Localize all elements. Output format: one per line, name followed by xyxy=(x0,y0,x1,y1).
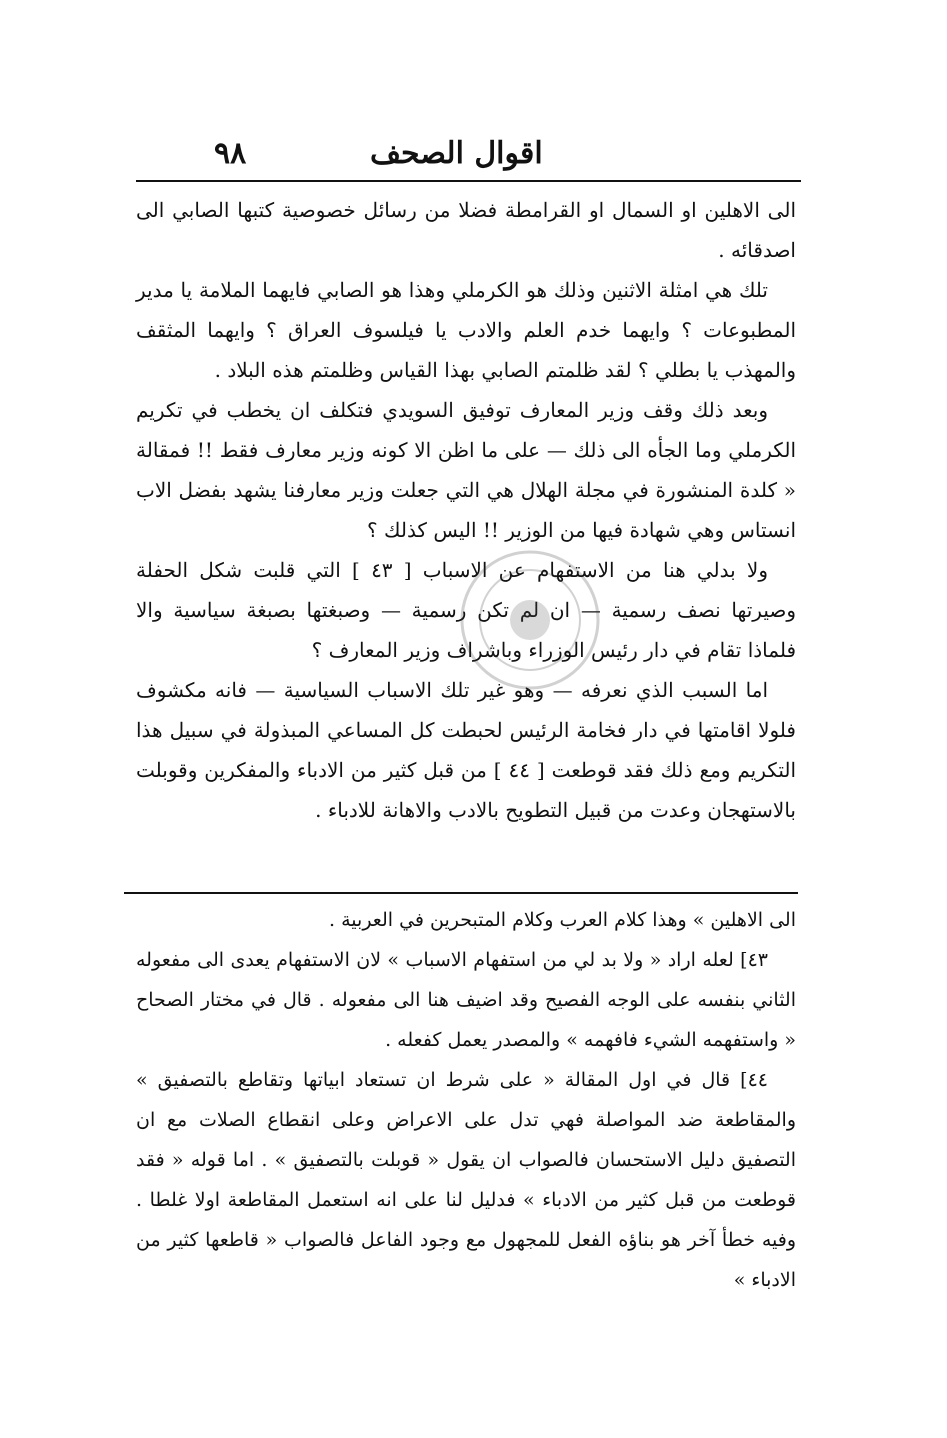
body-paragraph: وبعد ذلك وقف وزير المعارف توفيق السويدي فتكلف ان يخطب في تكريم الكرملي وما الجأه الى ذلك — على ما اظن الا كونه وزير معارف فقط !! فمقالة « كلدة المنشورة في مجلة الهلال هي التي جعلت وزير معارفنا يشهد بفضل الاب انستاس وهي شهادة فيها من الوزير !! اليس كذلك ؟ xyxy=(136,398,796,542)
footnote-rule xyxy=(124,892,798,894)
footnote-paragraph: ٤٣] لعله اراد « ولا بد لي من استفهام الاسباب » لان الاستفهام يعدى الى مفعوله الثاني بنفسه على الوجه الفصيح وقد اضيف هنا الى مفعوله . قال في مختار الصحاح « واستفهمه الشيء فافهمه » والمصدر يعمل كفعله . xyxy=(136,949,796,1051)
body-paragraph: الى الاهلين او السمال او القرامطة فضلا من رسائل خصوصية كتبها الصابي الى اصدقائه . xyxy=(136,198,796,262)
page-number: ٩٨ xyxy=(214,136,247,171)
body-paragraph: تلك هي امثلة الاثنين وذلك هو الكرملي وهذا هو الصابي فايهما الملامة يا مدير المطبوعات ؟ وايهما خدم العلم والادب يا فيلسوف العراق ؟ وايهما المثقف والمهذب يا بطلي ؟ لقد ظلمتم الصابي بهذا القياس وظلمتم هذه البلاد . xyxy=(136,278,796,382)
footnote-paragraph: ٤٤] قال في اول المقالة « على شرط ان تستعاد ابياتها وتقاطع بالتصفيق » والمقاطعة ضد المواصلة فهي تدل على الاعراض وعلى انقطاع الصلات مع ان التصفيق دليل الاستحسان فالصواب ان يقول « قوبلت بالتصفيق » . اما قوله « فقد قوطعت من قبل كثير من الادباء » فدليل لنا على انه استعمل المقاطعة اولا غلطا . وفيه خطأ آخر هو بناؤه الفعل للمجهول مع وجود الفاعل فالصواب « قاطعها كثير من الادباء » xyxy=(136,1069,796,1291)
body-paragraph: ولا بدلي هنا من الاستفهام عن الاسباب [ ٤٣ ] التي قلبت شكل الحفلة وصيرتها نصف رسمية — ان لم تكن رسمية — وصبغتها بصبغة سياسية والا فلماذا تقام في دار رئيس الوزراء وباشراف وزير المعارف ؟ xyxy=(136,558,796,662)
library-stamp xyxy=(455,545,605,695)
body-text xyxy=(136,190,796,830)
page-header xyxy=(136,136,801,176)
footnotes xyxy=(136,900,796,1300)
header-rule xyxy=(136,180,801,182)
footnote-paragraph: الى الاهلين » وهذا كلام العرب وكلام المتبحرين في العربية . xyxy=(329,909,796,931)
body-paragraph: اما السبب الذي نعرفه — وهو غير تلك الاسباب السياسية — فانه مكشوف فلولا اقامتها في دار فخامة الرئيس لحبطت كل المساعي المبذولة في سبيل هذا التكريم ومع ذلك فقد قوطعت [ ٤٤ ] من قبل كثير من الادباء والمفكرين وقوبلت بالاستهجان وعدت من قبيل التطويح بالادب والاهانة للادباء . xyxy=(136,678,797,822)
running-title: اقوال الصحف xyxy=(370,136,543,171)
